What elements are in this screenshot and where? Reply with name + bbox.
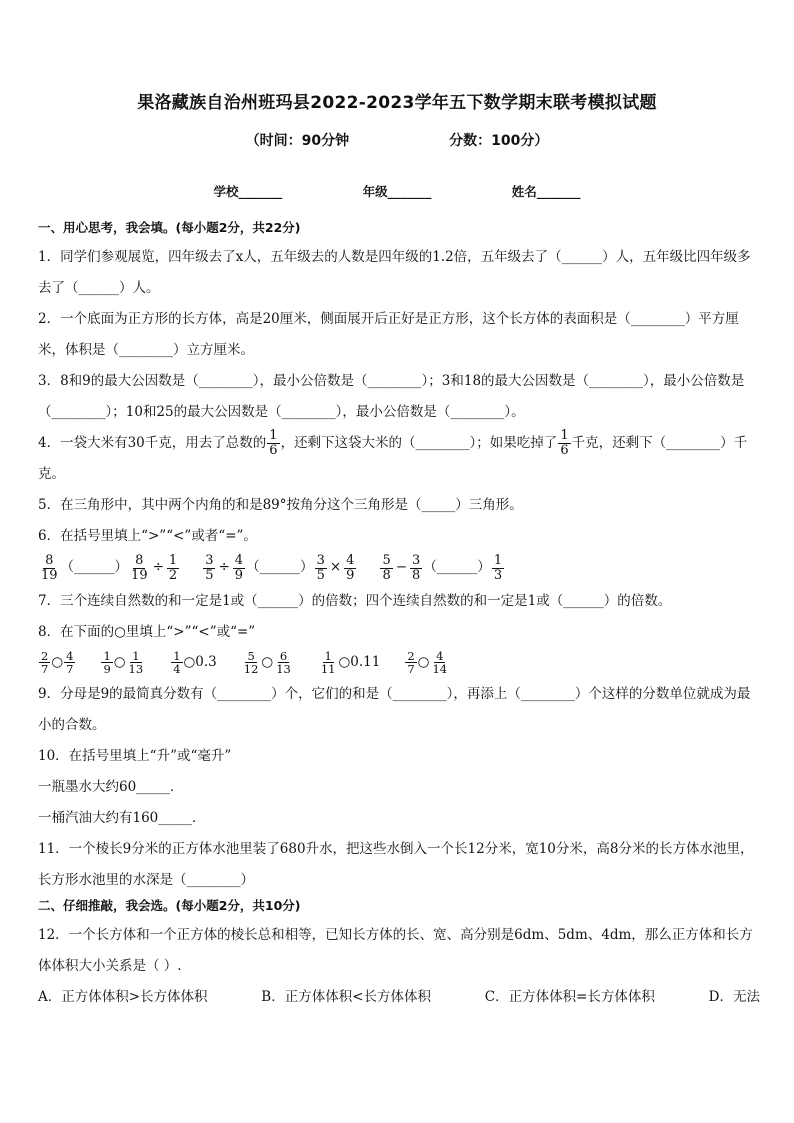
q4-text-b: ，还剩下这袋大米的（________）；如果吃掉了 xyxy=(280,435,558,451)
question-4 xyxy=(38,428,760,490)
section-heading: 一、用心思考，我会填。(每小题2分，共22分) xyxy=(38,220,301,235)
section-heading: 二、仔细推敲，我会选。(每小题2分，共10分) xyxy=(38,898,301,914)
q4-text-a: 4．一袋大米有30千克，用去了总数的 xyxy=(38,435,267,451)
comparison-item: $\frac{1}{11}$ ○ 0.11 xyxy=(320,649,381,677)
question-2: 2．一个底面为正方形的长方体，高是20厘米，侧面展开后正好是正方形，这个长方体的表面积是（________）平方厘米，体积是（________）立方厘米。 xyxy=(38,311,739,358)
fraction: $\frac{1}{6}$ xyxy=(269,428,278,458)
question-6: 6．在括号里填上“>”“<”或者“=”。 xyxy=(38,528,257,544)
option-b[interactable]: B．正方体体积<长方体体积 xyxy=(261,989,432,1006)
comparison-item: $\frac{5}{8}$ − $\frac{3}{8}$ （______） $\frac{1}{3}$ xyxy=(382,553,503,583)
question-10a: 一瓶墨水大约60_____． xyxy=(38,779,184,796)
compare-circle[interactable]: ○ xyxy=(417,654,430,671)
page-title: 果洛藏族自治州班玛县2022-2023学年五下数学期末联考模拟试题 xyxy=(137,93,657,113)
total-score: 分数：100分） xyxy=(449,133,549,149)
exam-meta xyxy=(0,130,794,150)
q4-text-c: 千克，还剩下（________）千克。 xyxy=(38,435,748,482)
name-field[interactable]: 姓名_______ xyxy=(511,184,581,199)
compare-circle[interactable]: ○ xyxy=(113,654,126,671)
comparison-item: $\frac{5}{12}$ ○ $\frac{6}{13}$ xyxy=(243,649,291,677)
comparison-item: $\frac{1}{9}$ ○ $\frac{1}{13}$ xyxy=(103,649,144,677)
answer-blank[interactable]: （______） xyxy=(246,559,314,576)
option-d[interactable]: D．无法 xyxy=(708,989,760,1006)
q6-comparisons xyxy=(38,554,760,582)
answer-blank[interactable]: （______） xyxy=(423,559,491,576)
question-7: 7．三个连续自然数的和一定是1或（______）的倍数；四个连续自然数的和一定是1或（______）的倍数。 xyxy=(38,593,672,610)
question-8: 8．在下面的○里填上“>”“<”或“=” xyxy=(38,624,256,641)
option-c[interactable]: C．正方体体积=长方体体积 xyxy=(484,989,655,1006)
compare-circle[interactable]: ○ xyxy=(51,654,64,671)
q12-options xyxy=(38,982,760,1013)
question-11: 11．一个棱长9分米的正方体水池里装了680升水，把这些水倒入一个长12分米，宽10分米，高8分米的长方体水池里，长方形水池里的水深是（________） xyxy=(38,841,754,889)
grade-field[interactable]: 年级_______ xyxy=(362,184,432,199)
question-1: 1．同学们参观展览，四年级去了x人，五年级去的人数是四年级的1.2倍，五年级去了（______）人，五年级比四年级多去了（______）人。 xyxy=(38,249,751,296)
compare-circle[interactable]: ○ xyxy=(183,654,196,671)
answer-blank[interactable]: （______） xyxy=(60,559,129,576)
question-9: 9．分母是9的最简真分数有（________）个，它们的和是（________），再添上（________）个这样的分数单位就成为最小的合数。 xyxy=(38,686,751,734)
time-limit: （时间：90分钟 xyxy=(245,133,350,149)
question-10b: 一桶汽油大约有160_____． xyxy=(38,810,206,827)
question-5: 5．在三角形中，其中两个内角的和是89°按角分这个三角形是（_____）三角形。 xyxy=(38,497,523,513)
comparison-item: $\frac{2}{7}$ ○ $\frac{4}{7}$ xyxy=(41,649,74,677)
comparison-item: $\frac{8}{19}$ （______） $\frac{8}{19}$ ÷ $\frac{1}{2}$ xyxy=(41,553,178,583)
compare-circle[interactable]: ○ xyxy=(261,654,274,671)
school-field[interactable]: 学校_______ xyxy=(213,184,283,199)
exam-content xyxy=(38,218,760,1013)
q8-comparisons xyxy=(38,650,760,675)
question-10: 10．在括号里填上“升”或“毫升” xyxy=(38,748,232,765)
comparison-item: $\frac{2}{7}$ ○ $\frac{4}{14}$ xyxy=(407,649,448,677)
fraction: $\frac{1}{6}$ xyxy=(560,428,569,458)
question-3: 3．8和9的最大公因数是（________），最小公倍数是（________）；3和18的最大公因数是（________），最小公倍数是（________）；10和25的最大公因数是（________），最小公倍数是（________）。 xyxy=(38,373,745,420)
option-a[interactable]: A．正方体体积>长方体体积 xyxy=(38,989,208,1006)
compare-circle[interactable]: ○ xyxy=(338,654,351,671)
comparison-item: $\frac{3}{5}$ ÷ $\frac{4}{9}$ （______） $\frac{3}{5}$ × $\frac{4}{9}$ xyxy=(205,553,355,583)
question-12: 12．一个长方体和一个正方体的棱长总和相等，已知长方体的长、宽、高分别是6dm、5dm、4dm，那么正方体和长方体体积大小关系是（ ）. xyxy=(38,927,753,975)
comparison-item: $\frac{1}{4}$ ○ 0.3 xyxy=(173,649,217,677)
student-info xyxy=(0,182,794,200)
